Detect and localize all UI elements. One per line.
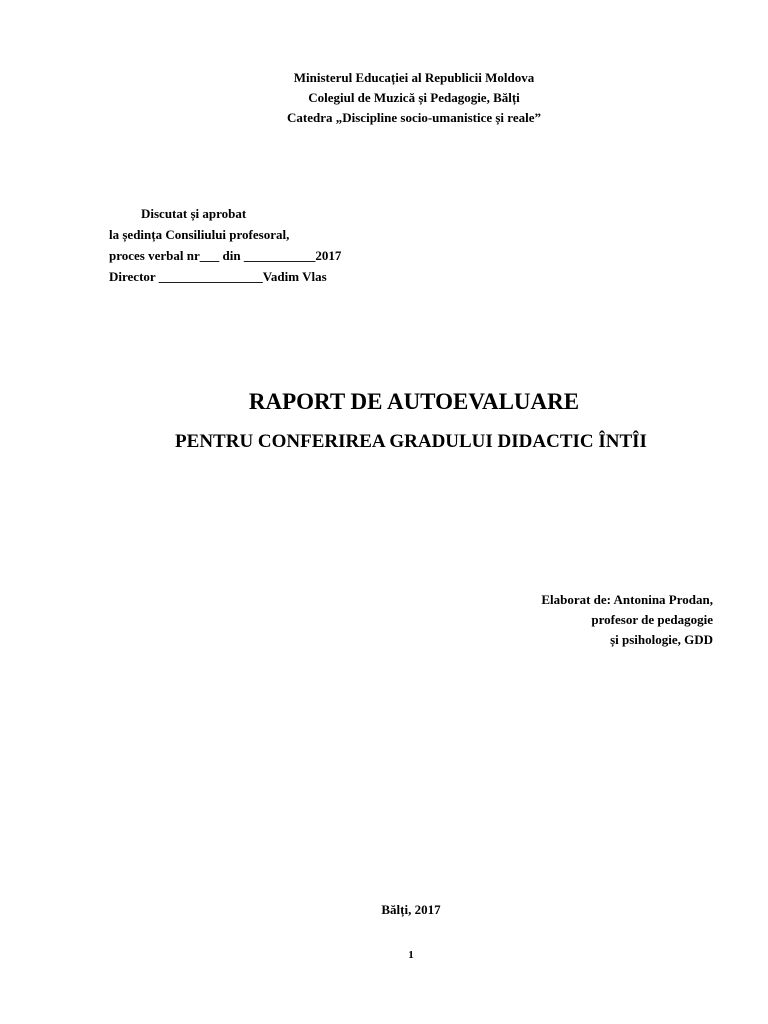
document-subtitle: PENTRU CONFERIREA GRADULUI DIDACTIC ÎNTÎI xyxy=(175,431,647,452)
document-title: RAPORT DE AUTOEVALUARE xyxy=(248,389,580,414)
approval-block xyxy=(109,203,341,287)
page-number: 1 xyxy=(408,949,414,961)
author-specialty: și psihologie, GDD xyxy=(610,632,713,647)
approval-minutes: proces verbal nr___ din ___________2017 xyxy=(109,248,342,263)
approval-meeting: la ședința Consiliului profesoral, xyxy=(109,227,290,242)
author-block xyxy=(541,590,713,650)
institution-header xyxy=(0,68,768,128)
place-and-date: Bălți, 2017 xyxy=(381,902,441,917)
department-name: Catedra „Discipline socio-umanistice și reale” xyxy=(287,110,541,125)
author-name: Elaborat de: Antonina Prodan, xyxy=(541,592,713,607)
author-position: profesor de pedagogie xyxy=(591,612,713,627)
approval-heading: Discutat și aprobat xyxy=(141,206,247,221)
college-name: Colegiul de Muzică și Pedagogie, Bălți xyxy=(308,90,520,105)
ministry-name: Ministerul Educației al Republicii Moldova xyxy=(293,70,535,85)
approval-director: Director ________________Vadim Vlas xyxy=(109,269,327,284)
